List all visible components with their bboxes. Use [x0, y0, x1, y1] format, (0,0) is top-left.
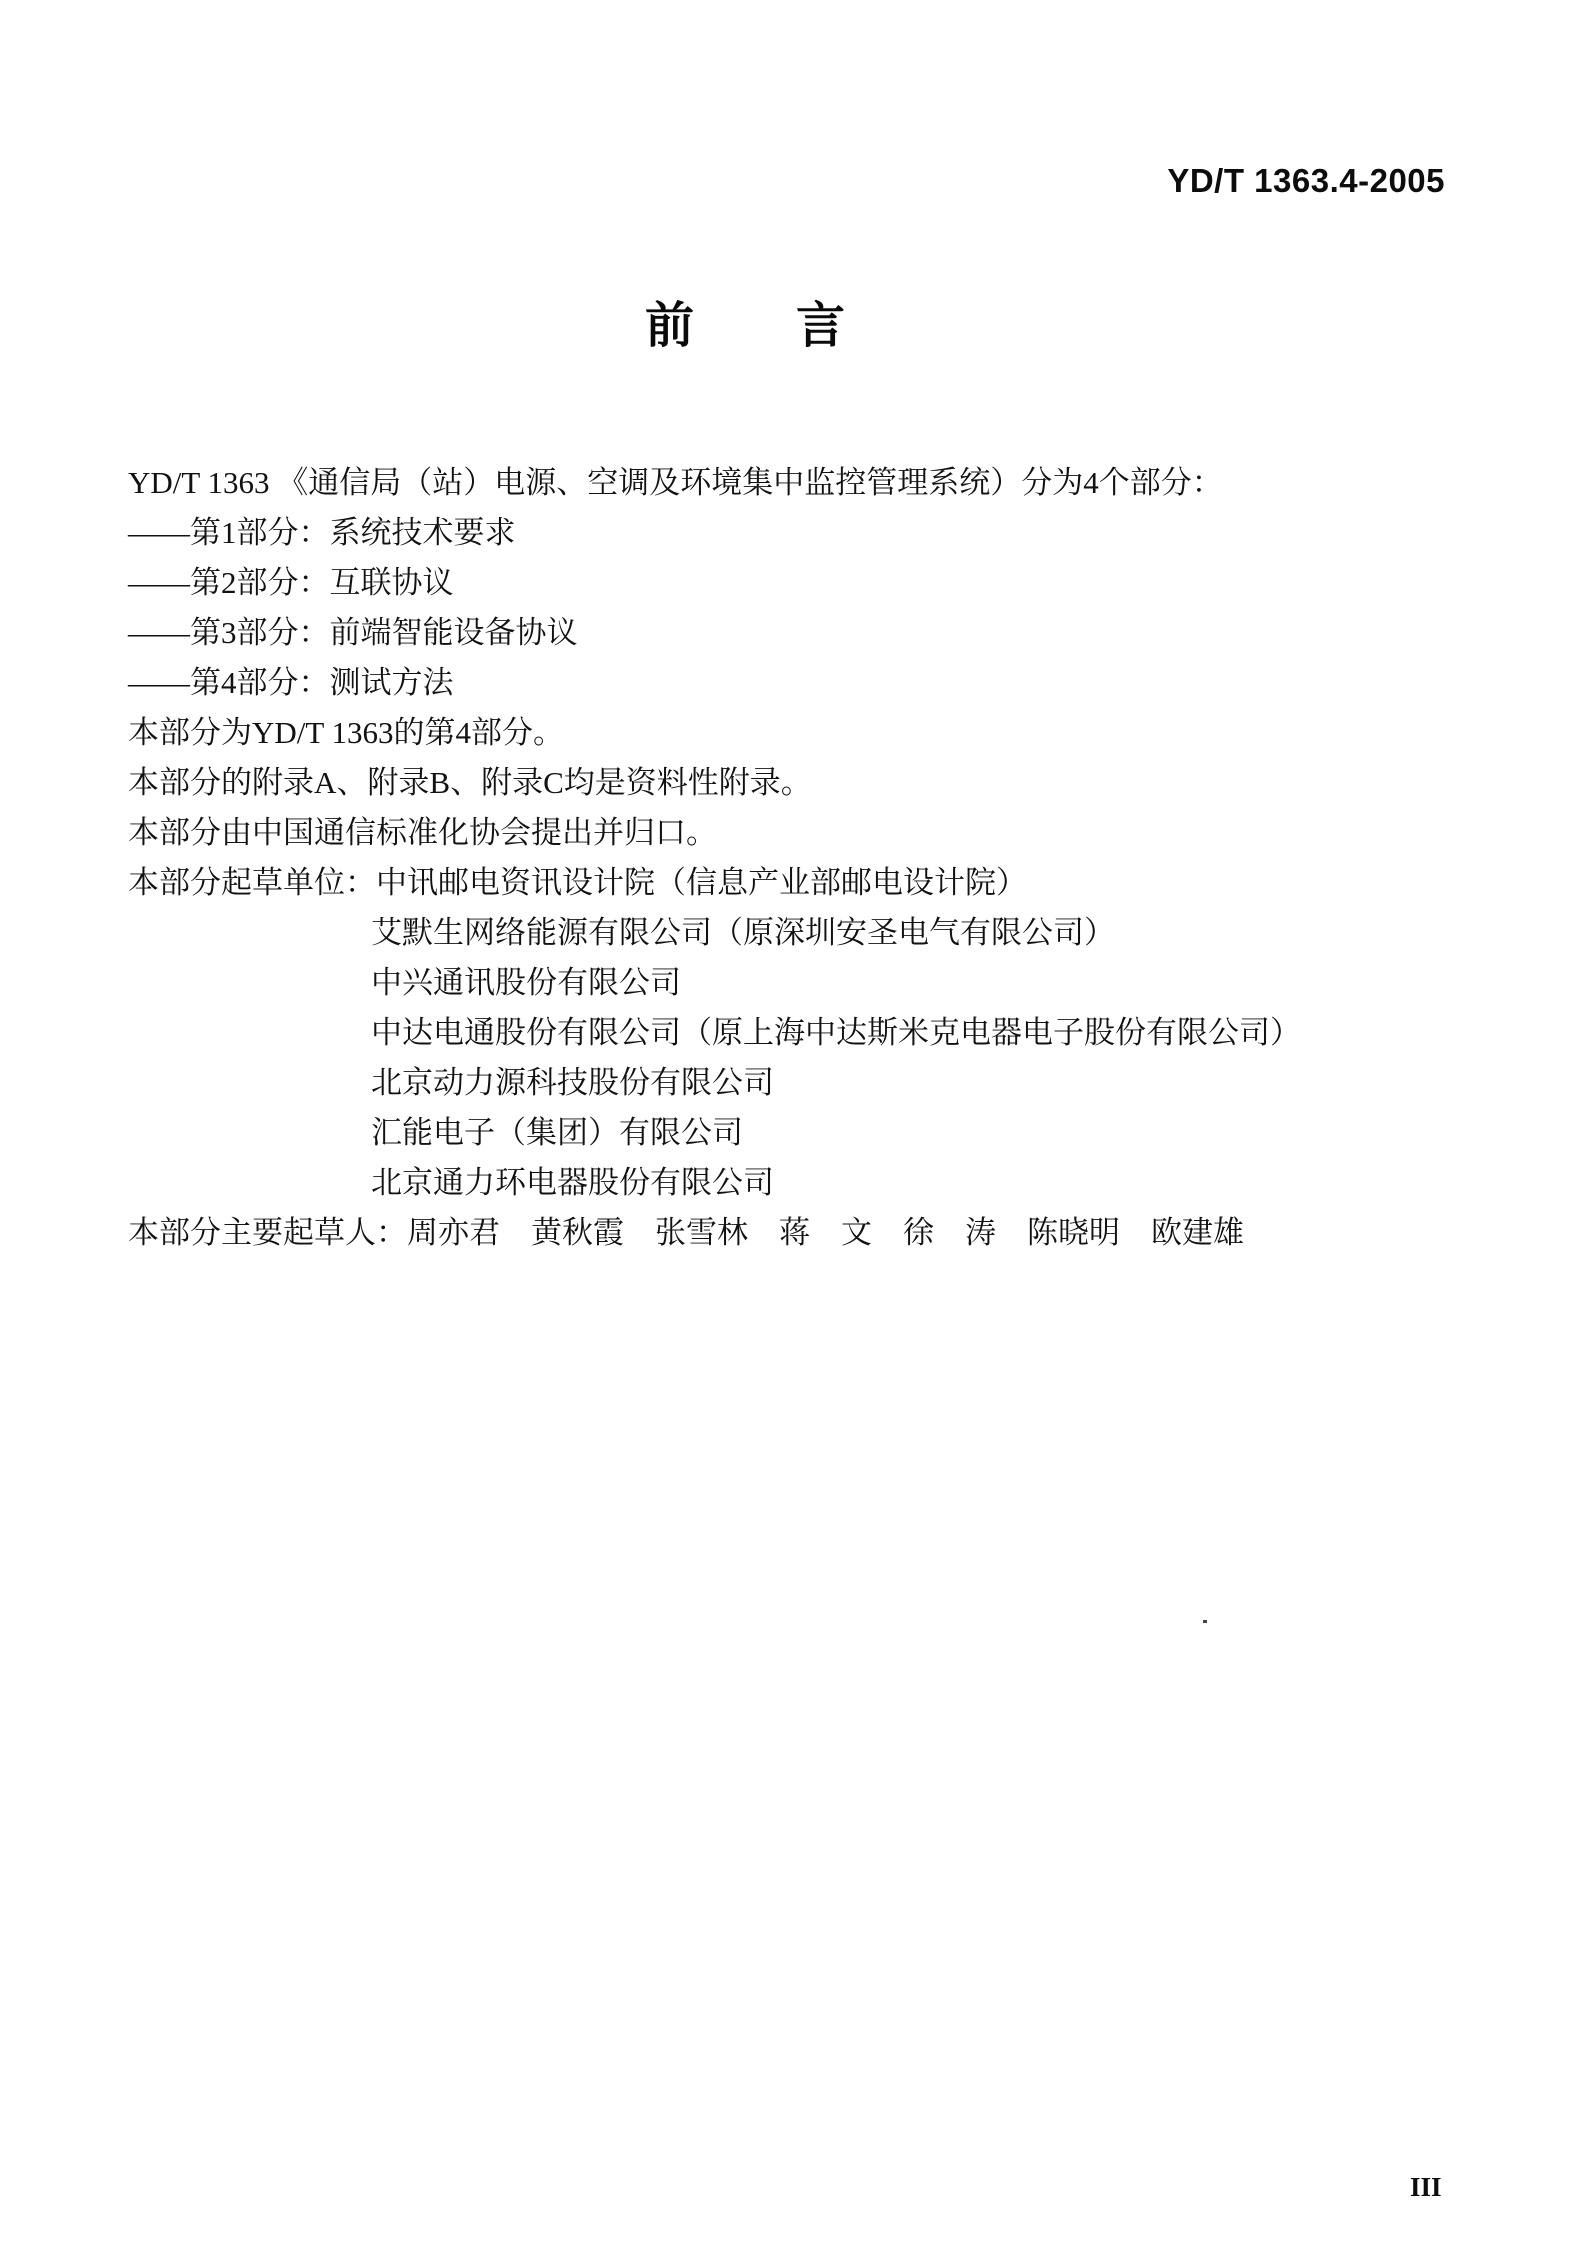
- foreword-title: [0, 300, 1490, 354]
- drafters-line: [128, 1208, 1468, 1258]
- org-line-6: 汇能电子（集团）有限公司: [371, 1115, 743, 1150]
- org-line-3: 中兴通讯股份有限公司: [371, 965, 681, 1000]
- drafting-orgs-label: 本部分起草单位：: [128, 865, 376, 900]
- org-line-1: 中讯邮电资讯设计院（信息产业部邮电设计院）: [376, 865, 1027, 900]
- org-line-2: 艾默生网络能源有限公司（原深圳安圣电气有限公司）: [371, 915, 1115, 950]
- org-line-5: 北京动力源科技股份有限公司: [371, 1065, 774, 1100]
- title-char-qian: 前: [644, 299, 694, 353]
- part-item-1: ——第1部分：系统技术要求: [128, 515, 516, 550]
- title-char-yan: 言: [796, 299, 846, 353]
- part-item-4: ——第4部分：测试方法: [128, 665, 454, 700]
- doc-number: YD/T 1363.4-2005: [1167, 162, 1445, 199]
- org-line-7: 北京通力环电器股份有限公司: [371, 1165, 774, 1200]
- scan-artifact-dot: [1203, 1620, 1207, 1623]
- foreword-body: [128, 458, 1468, 1258]
- statement-line-2: 本部分的附录A、附录B、附录C均是资料性附录。: [128, 765, 812, 800]
- drafters-label: 本部分主要起草人：: [128, 1215, 407, 1250]
- part-item-3: ——第3部分：前端智能设备协议: [128, 615, 578, 650]
- statement-line-1: 本部分为YD/T 1363的第4部分。: [128, 715, 565, 750]
- org-line-4: 中达电通股份有限公司（原上海中达斯米克电器电子股份有限公司）: [371, 1015, 1301, 1050]
- part-item-2: ——第2部分：互联协议: [128, 565, 454, 600]
- drafting-orgs-line: [128, 858, 1468, 908]
- drafters-names: 周亦君 黄秋霞 张雪林 蒋 文 徐 涛 陈晓明 欧建雄: [407, 1215, 1244, 1250]
- page-number: III: [1410, 2172, 1442, 2202]
- statement-line-3: 本部分由中国通信标准化协会提出并归口。: [128, 815, 717, 850]
- intro-line: YD/T 1363 《通信局（站）电源、空调及环境集中监控管理系统）分为4个部分：: [128, 465, 1223, 500]
